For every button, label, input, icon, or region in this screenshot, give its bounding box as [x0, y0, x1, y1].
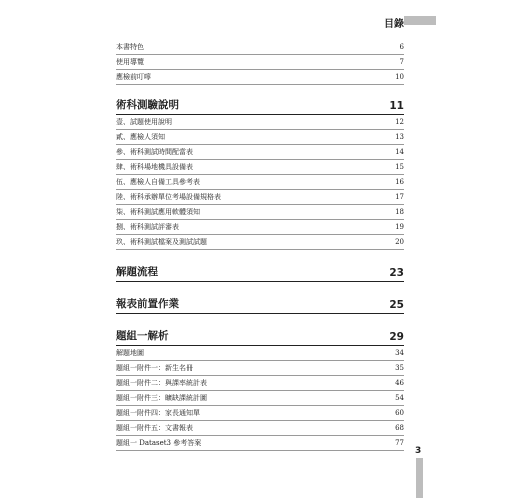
toc-entry-title: 題組一附件五：文書報表 — [116, 424, 193, 432]
toc-entry-title: 題組一 Dataset3 參考答案 — [116, 439, 202, 447]
toc-entry-title: 陸、術科承辦單位考場設備規格表 — [116, 193, 221, 201]
toc-entry-title: 本書特色 — [116, 43, 144, 51]
toc-entry-title: 題組一附件四：家長通知單 — [116, 409, 200, 417]
toc-section-heading — [116, 265, 404, 282]
toc-entry-title: 使用導覽 — [116, 58, 144, 66]
toc-entry-page: 16 — [395, 178, 404, 186]
toc-entry-title: 壹、試題使用說明 — [116, 118, 172, 126]
toc-entry-page: 14 — [395, 148, 404, 156]
toc-entry-page: 13 — [395, 133, 404, 141]
toc-entry — [116, 346, 404, 361]
toc-entry-title: 貳、應檢人須知 — [116, 133, 165, 141]
toc-entry-page: 12 — [395, 118, 404, 126]
toc-entry-page: 77 — [395, 439, 404, 447]
toc-entry — [116, 406, 404, 421]
section-page: 23 — [389, 267, 404, 279]
header-title: 目錄 — [384, 19, 404, 30]
toc-entry-page: 60 — [395, 409, 404, 417]
section-page: 11 — [389, 100, 404, 112]
toc-entry-page: 17 — [395, 193, 404, 201]
toc-entry-page: 7 — [399, 58, 404, 66]
toc-entry — [116, 436, 404, 451]
toc-entry-page: 20 — [395, 238, 404, 246]
toc-entry-title: 應檢前叮嚀 — [116, 73, 151, 81]
toc-entry — [116, 190, 404, 205]
toc-entry-page: 15 — [395, 163, 404, 171]
section-title: 題組一解析 — [116, 330, 169, 342]
toc-entry — [116, 220, 404, 235]
toc-entry-page: 68 — [395, 424, 404, 432]
toc-entry — [116, 55, 404, 70]
toc-entry-title: 捌、術科測試評審表 — [116, 223, 179, 231]
toc-entry-title: 伍、應檢人自備工具參考表 — [116, 178, 200, 186]
toc-entry — [116, 145, 404, 160]
toc-entry-page: 19 — [395, 223, 404, 231]
table-of-contents — [116, 40, 404, 451]
toc-entry-title: 解題地圖 — [116, 349, 144, 357]
toc-section-heading — [116, 329, 404, 346]
toc-entry-page: 46 — [395, 379, 404, 387]
toc-section-heading — [116, 98, 404, 115]
section-title: 術科測驗說明 — [116, 99, 179, 111]
toc-entry — [116, 421, 404, 436]
toc-entry — [116, 175, 404, 190]
section-title: 解題流程 — [116, 266, 158, 278]
toc-entry-title: 柒、術科測試應用軟體須知 — [116, 208, 200, 216]
toc-entry-page: 34 — [395, 349, 404, 357]
page-edge-bar — [416, 458, 423, 498]
toc-entry-page: 6 — [399, 43, 404, 51]
toc-entry-page: 18 — [395, 208, 404, 216]
toc-section-heading — [116, 297, 404, 314]
section-page: 25 — [389, 299, 404, 311]
toc-entry-page: 10 — [395, 73, 404, 81]
toc-entry — [116, 205, 404, 220]
toc-entry — [116, 70, 404, 85]
header-tab-bar — [404, 16, 436, 25]
toc-entry — [116, 115, 404, 130]
toc-entry-title: 玖、術科測試檔案及測試試題 — [116, 238, 207, 246]
section-title: 報表前置作業 — [116, 298, 179, 310]
toc-entry — [116, 160, 404, 175]
toc-entry-page: 54 — [395, 394, 404, 402]
toc-entry — [116, 361, 404, 376]
toc-entry — [116, 40, 404, 55]
toc-entry — [116, 130, 404, 145]
toc-entry-title: 肆、術科場地機具設備表 — [116, 163, 193, 171]
toc-entry — [116, 235, 404, 250]
toc-entry — [116, 376, 404, 391]
toc-entry — [116, 391, 404, 406]
toc-entry-title: 題組一附件二：與課率統計表 — [116, 379, 207, 387]
toc-entry-title: 參、術科測試時間配當表 — [116, 148, 193, 156]
section-page: 29 — [389, 331, 404, 343]
toc-entry-title: 題組一附件一：新生名冊 — [116, 364, 193, 372]
toc-entry-title: 題組一附件三：曠缺課統計圖 — [116, 394, 207, 402]
toc-entry-page: 35 — [395, 364, 404, 372]
page-number: 3 — [415, 446, 422, 456]
